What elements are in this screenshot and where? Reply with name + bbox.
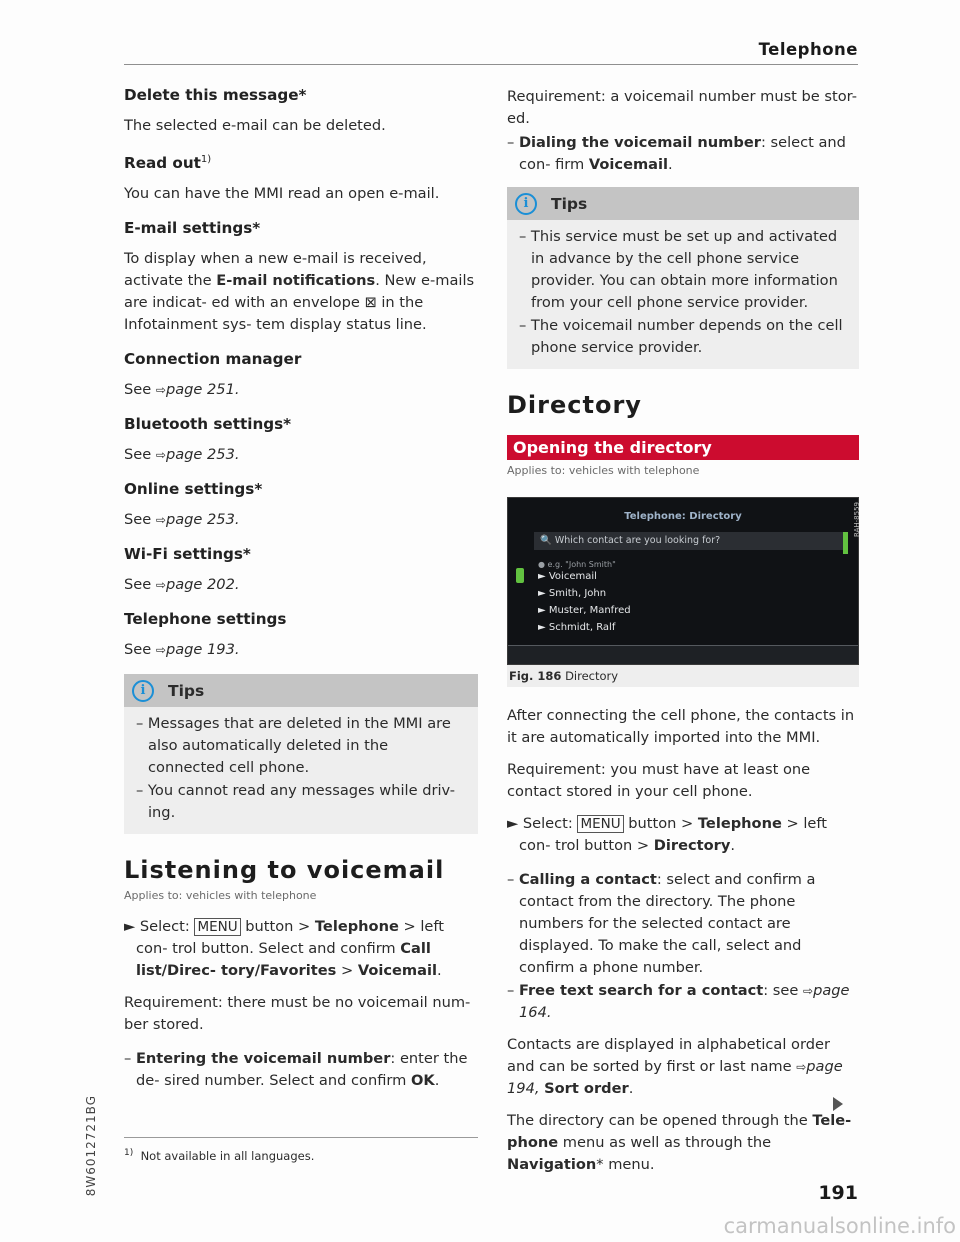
directory-intro: After connecting the cell phone, the contacts in it are automatically imported into the MMI. [507,707,855,746]
footnote-rule [124,1137,478,1138]
document-code: 8W6012721BG [84,1095,98,1197]
arrow-right-icon: ⇨ [155,448,166,463]
envelope-icon: ⊠ [364,294,377,312]
directory-requirement: Requirement: you must have at least one contact stored in your cell phone. [507,761,811,800]
contacts-sorting-text: Contacts are displayed in alphabetical order and can be sorted by first or last name ⇨page 194, Sort order. [507,1036,843,1097]
search-icon: 🔍 [540,535,555,546]
header-rule [124,64,858,65]
info-icon: i [132,680,154,702]
tips-header: i Tips [507,187,859,220]
directory-open-text: The directory can be opened through the Tele- phone menu as well as through the Navigation* menu. [507,1112,852,1173]
bluetooth-settings-ref[interactable]: See ⇨page 253. [124,446,240,464]
menu-key: MENU [194,918,240,936]
mmi-search-field: 🔍 Which contact are you looking for? [534,532,844,550]
email-settings-heading: E-mail settings* [124,219,261,238]
delete-message-heading: Delete this message* [124,86,307,104]
tips-header: i Tips [124,674,478,707]
directory-step: ► Select: MENU button > Telephone > left con- trol button > Directory. [507,815,828,854]
mmi-list-item: ► Voicemail [538,571,597,582]
info-icon: i [515,193,537,215]
tip-item: – This service must be set up and activated in advance by the cell phone service provider. You can obtain more information from your cell phone service provider. [519,228,838,311]
arrow-right-icon: ⇨ [155,578,166,593]
tip-item: – Messages that are deleted in the MMI are also automatically deleted in the connected cell phone. [136,715,451,777]
watermark: carmanualsonline.info [723,1214,956,1238]
arrow-right-icon: ⇨ [155,643,166,658]
connection-manager-ref[interactable]: See ⇨page 251. [124,381,240,399]
right-column [507,82,859,1176]
dial-voicemail-item: – Dialing the voicemail number: select and con- firm Voicemail. [507,134,846,173]
continue-arrow-icon [833,1097,843,1111]
tip-item: – The voicemail number depends on the cell phone service provider. [519,317,843,356]
voicemail-enter-item: – Entering the voicemail number: enter the de- sired number. Select and confirm OK. [124,1050,468,1090]
free-text-search-item[interactable]: – Free text search for a contact: see ⇨page 164. [507,982,850,1021]
opening-directory-bar: Opening the directory [507,435,859,460]
connection-manager-heading: Connection manager [124,350,302,369]
mmi-selection-marker [843,532,848,554]
online-settings-heading: Online settings* [124,480,263,499]
arrow-right-icon: ⇨ [155,383,166,398]
voicemail-requirement-2: Requirement: a voicemail number must be stor- ed. [507,88,858,127]
telephone-settings-heading: Telephone settings [124,610,287,629]
arrow-right-icon: ⇨ [155,513,166,528]
voicemail-step: ► Select: MENU button > Telephone > left con- trol button. Select and confirm Call list/Direc- tory/Favorites > Voicemail. [124,918,445,980]
mmi-list-item: ► Schmidt, Ralf [538,622,616,633]
telephone-settings-ref[interactable]: See ⇨page 193. [124,641,240,659]
calling-contact-item: – Calling a contact: select and confirm a contact from the directory. The phone numbers for the selected contact are displayed. To make the call, select and confirm a phone number. [507,871,816,976]
applies-to: Applies to: vehicles with telephone [507,464,700,477]
mmi-list-item: ► Smith, John [538,588,607,599]
mmi-hint: ● e.g. "John Smith" [538,560,616,569]
email-settings-text: To display when a new e-mail is received, activate the E-mail notifications. New e-mails are indicat- ed with an envelope ⊠ in the Infotainment sys- tem display status line. [124,250,475,334]
delete-message-text: The selected e-mail can be deleted. [124,117,386,134]
figure-caption: Fig. 186 Directory [507,665,859,687]
mmi-list-item: ► Muster, Manfred [538,605,631,616]
arrow-right-icon: ⇨ [803,984,814,998]
directory-heading: Directory [507,391,642,419]
running-header: Telephone [758,40,858,59]
figure-code: RAH-8559 [853,502,861,537]
tip-item: – You cannot read any messages while driv- ing. [136,782,456,822]
footnote: $^{1)}$ Not available in all languages. [124,1148,315,1163]
menu-key: MENU [577,815,623,833]
page-number: 191 [818,1182,858,1204]
wifi-settings-ref[interactable]: See ⇨page 202. [124,576,240,594]
mmi-cursor [516,568,524,583]
online-settings-ref[interactable]: See ⇨page 253. [124,511,240,529]
bluetooth-settings-heading: Bluetooth settings* [124,415,292,434]
tips-box [507,187,859,369]
voicemail-heading: Listening to voicemail [124,856,445,885]
mmi-bottom-bar [508,645,858,664]
voicemail-requirement: Requirement: there must be no voicemail num- ber stored. [124,994,471,1034]
mmi-contact-list [538,568,631,636]
read-out-heading: Read out$^{1)}$ [124,154,212,173]
tips-box [124,674,478,834]
info-dot-icon: ● [538,560,548,569]
mmi-title: Telephone: Directory [624,511,742,522]
left-column [124,82,478,1092]
arrow-right-icon: ⇨ [796,1060,807,1074]
read-out-text: You can have the MMI read an open e-mail. [124,185,440,203]
wifi-settings-heading: Wi-Fi settings* [124,545,251,564]
directory-figure [507,497,859,665]
applies-to: Applies to: vehicles with telephone [124,889,317,903]
